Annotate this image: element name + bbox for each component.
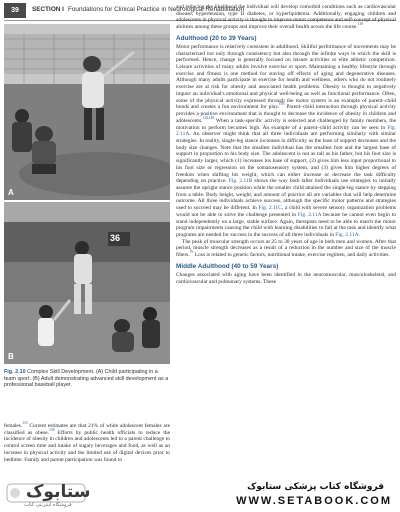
logo-subtitle: فروشگاه اینترنتی کتاب xyxy=(24,502,72,508)
paragraph-strength: The peak of muscular strength occurs at 25 to 30 years of age in both men and women. After that period, muscle strength decreases as a result of a reduction in the number and size of the muscle fibers.$^{76}$ Loss is related to genetic factors, nutritional intake, exercise regimen, and daily activities. xyxy=(176,238,396,259)
photo-b-label: B xyxy=(8,352,14,361)
caption-label: Fig. 2.10 xyxy=(4,369,26,375)
paragraph-adulthood: Motor performance is relatively consistent in adulthood. Skillful performance of movements may be characterized not only through consistency but also through the infinite ways in which the skill is performed. Hence, change is generally focused on leisure activities or elite athletic competition. Leisure activities of many adults involve exercise or sport. Maintaining a healthy lifestyle through exercise and fitness is one method for staving off effects of aging and degenerative diseases. Although many adults participate in exercise for health and wellness, others who do not routinely exercise are at risk for obesity and associated health problems. Obesity is thought to negatively impact an individual's emotional and physical well-being as well as functional performance. Often, some of the physical activity expressed through the motor system is an example of parent–child bonds and creates a fun environment for play.$^{139}$ Parent–child interaction through physical activity provides a positive environment that is thought to decrease the incidence of obesity in children and adolescents.$^{134,140}$ When a task-specific activity is selected and challenged by family members, the motivation to perform becomes high. An example of a parent–child activity can be seen in Fig. 2.11A. An observer might think that all three individuals are performing similarly with similar strategies. In reality, single-leg stance increases in difficulty as the base of support decreases and the body size changes. Note that the smallest individual has the smallest foot and the largest base of support in proportion to his body size. The adolescent is not as tall as his father, but his foot size is significantly larger, which (1) increases his base of support, (2) gives him less input proportional to his foot size or regression on the somatosensory system, and (3) gives him higher degrees of freedom when shifting his weight, which can either increase or decrease the task difficulty depending on practice. Fig. 2.11B shows the way both taller individuals use strategies to initially assume the upright stance position while the smaller child attained the single-leg stance by stepping from a table. Body height, weight, and amount of practice all are variables that will help determine outcome. All three individuals achieve success, although the specific motor patterns and strategies used to succeed may be different. In Fig. 2.11C, a child with severe sensory organization problems would not be able to solve the challenge presented in Fig. 2.11A because he cannot even begin to stand independently on a large, stable surface. Again, therapists need to be able to match the motor program impairments causing the child with learning disabilities to fail at the task and identify what programs are needed for success in the success of all three individuals in Fig. 2.11A. xyxy=(176,43,396,238)
paragraph-intro: and reducing the likelihood the individual will develop comorbid conditions such as cardiovascular disease, hypertension, type II diabetes, or hyperlipidemia. Additionally, engaging children and adolescents in physical activity is thought to improve motor competence and self-concept of physical abilities among these groups and improve their overall health across the life course.$^{138}$ xyxy=(176,4,397,31)
right-column-text xyxy=(176,4,396,285)
left-paragraph: females.$^{133}$ Current estimates are that 21% of white adolescent females are classified as obese.$^{136}$ Efforts by public health officials to reduce the incidence of obesity in children and adolescents led to a parent challenge to control screen time and intake of sugary beverages and food, as well as an increase in physical activity and the limited use of digital devices prior to bedtime. Family and parent participation was found to xyxy=(4,421,170,463)
figure-caption xyxy=(4,369,170,389)
photo-a-label: A xyxy=(8,188,14,197)
banner-url[interactable]: WWW.SETABOOK.COM xyxy=(236,495,392,507)
figure-link[interactable]: Fig. 2.11B xyxy=(228,178,253,185)
section-title: Foundations for Clinical Practice in Neurological Rehabilitation xyxy=(67,6,245,13)
logo-text: ستابوک xyxy=(26,482,91,502)
figure-link[interactable]: Fig. 2.11C xyxy=(258,205,282,212)
figure-photo-b xyxy=(4,202,170,364)
figure-link[interactable]: Fig. 2.11A xyxy=(335,232,359,238)
banner-store-title: فروشگاه کتاب پزشکی ستابوک xyxy=(247,482,384,492)
section-label: SECTION I xyxy=(32,6,64,13)
caption-text: Complex Skill Development. (A) Child participating in a team sport. (B) Adult demonstrating advanced skill development as a professional baseball player. xyxy=(4,369,169,389)
left-column-text xyxy=(4,423,170,463)
watermark-banner xyxy=(0,480,400,512)
figure-link[interactable]: Fig. 2.11A xyxy=(297,211,322,218)
figure-link[interactable]: Fig. 2.11A xyxy=(176,124,396,138)
photo-b-illustration xyxy=(4,202,170,364)
heading-adulthood: Adulthood (20 to 39 Years) xyxy=(176,34,257,42)
paragraph-middle-adulthood: Changes associated with aging have been identified in the neuromuscular, musculoskeletal, and cardiovascular and pulmonary systems. These xyxy=(176,271,396,285)
jersey-number: 36 xyxy=(110,233,121,243)
page-number: 39 xyxy=(4,3,26,18)
heading-middle-adulthood: Middle Adulthood (40 to 59 Years) xyxy=(176,262,279,270)
photo-a-illustration xyxy=(4,24,170,200)
setabook-logo xyxy=(6,481,90,511)
figure-photo-a xyxy=(4,24,170,200)
